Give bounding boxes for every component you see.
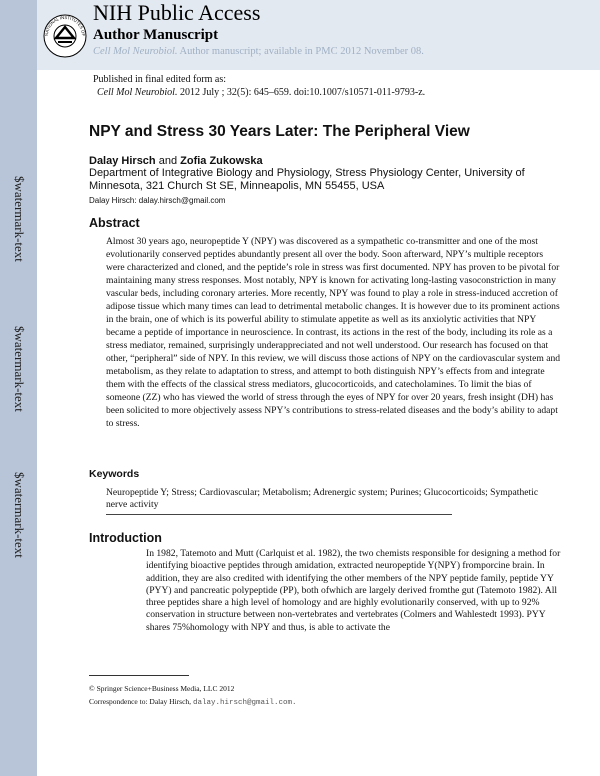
nih-public-access-title: NIH Public Access	[93, 0, 261, 25]
article-title: NPY and Stress 30 Years Later: The Peripheral View	[89, 123, 470, 140]
divider	[106, 514, 452, 515]
introduction-text: In 1982, Tatemoto and Mutt (Carlquist et al. 1982), the two chemists responsible for designing a method for identifying bioactive peptides through amidation, extracted neuropeptide Y(NPY) fromporcine brain. In addition, they are also credited with identifying the other members of the NPY peptide family, peptide YY (PYY) and pancreatic polypeptide (PP), both ofwhich are largely derived fromthe gut (Tatemoto 1982). All three peptides share a high level of homology and are highly evolutionarily conserved, with up to 92% conservation in structure between non-vertebrates and vertebrates (Colmers and Wahlestedt 1993). PYY shares 75%homology with NPY and thus, is able to activate the	[146, 548, 561, 633]
authors: Dalay Hirsch and Zofia Zukowska	[89, 155, 263, 167]
keywords-heading: Keywords	[89, 468, 140, 480]
watermark-text: $watermark-text	[12, 472, 27, 558]
abstract-text: Almost 30 years ago, neuropeptide Y (NPY) was discovered as a sympathetic co-transmitter and one of the most evolutionarily conserved peptides abundantly present all over the body. Soon afterward, NPY’s multiple receptors were characterized and cloned, and the peptide’s role in stress was first documented. NPY has proven to be pivotal for maintaining many stress responses. Most notably, NPY is known for activating long-lasting vasoconstriction in many vascular beds, including coronary arteries. More recently, NPY was found to play a role in stress-induced accretion of adipose tissue which many times can lead to detrimental metabolic changes. It is however due to its prominent actions in the brain, one of which is its powerful ability to stimulate appetite as well as its anxiolytic activities that NPY became a peptide of importance in neuroscience. In contrast, its actions in the rest of the body, including its role as a stress mediator, remained, surprisingly underappreciated and not well understood. Our research has focused on that other, “peripheral” side of NPY. In this review, we will discuss those actions of NPY on the cardiovascular system and metabolism, as they relate to adaptation to stress, and attempt to both distinguish NPY’s effects from and integrate them with the effects of the classical stress mediators, glucocorticoids, and catecholamines. To limit the bias of someone (ZZ) who has viewed the world of stress through the eyes of NPY for over 20 years, fresh insight (DH) has been solicited to more objectively assess NPY’s contributions to stress-related diseases and the body’s ability to adapt to stress.	[106, 236, 561, 429]
footnote-divider	[89, 675, 189, 676]
abstract-heading: Abstract	[89, 216, 140, 230]
keywords-text: Neuropeptide Y; Stress; Cardiovascular; Metabolism; Adrenergic system; Purines; Glucocorticoids; Sympathetic nerve activity	[106, 487, 539, 510]
nih-logo	[43, 6, 87, 66]
watermark-text: $watermark-text	[12, 176, 27, 262]
introduction-heading: Introduction	[89, 531, 162, 545]
author-email: Dalay Hirsch: dalay.hirsch@gmail.com	[89, 196, 226, 205]
watermark-text: $watermark-text	[12, 326, 27, 412]
copyright-note: © Springer Science+Business Media, LLC 2012	[89, 684, 235, 693]
affiliation: Department of Integrative Biology and Physiology, Stress Physiology Center, University of Minnesota, 321 Church St SE, Minneapolis, MN 55455, USA	[89, 167, 525, 192]
availability-line: Cell Mol Neurobiol. Author manuscript; available in PMC 2012 November 08.	[93, 46, 424, 57]
logo-text: NATIONAL INSTITUTES OF	[43, 14, 87, 37]
left-sidebar	[0, 0, 37, 776]
correspondence-note: Correspondence to: Dalay Hirsch, dalay.hirsch@gmail.com.	[89, 697, 297, 707]
correspondence-email[interactable]: dalay.hirsch@gmail.com.	[192, 699, 297, 707]
author-manuscript-label: Author Manuscript	[93, 27, 219, 43]
published-info: Published in final edited form as: Cell Mol Neurobiol. 2012 July ; 32(5): 645–659. doi:10.1007/s10571-011-9793-z.	[93, 74, 426, 98]
